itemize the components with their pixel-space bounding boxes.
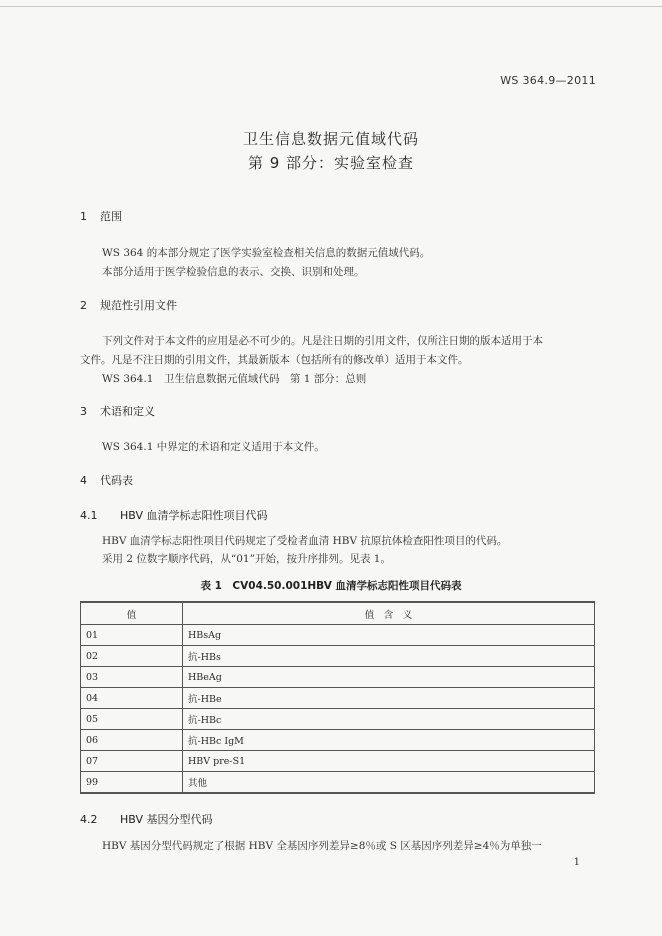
section-title: 规范性引用文件 bbox=[100, 299, 177, 312]
table-row bbox=[81, 625, 595, 646]
table-row bbox=[81, 730, 595, 751]
code-cell: 04 bbox=[81, 688, 183, 709]
paragraph: WS 364.1 中界定的术语和定义适用于本文件。 bbox=[102, 441, 325, 453]
paragraph: HBV 基因分型代码规定了根据 HBV 全基因序列差异≥8％或 S 区基因序列差异≥4％为单独一 bbox=[102, 840, 542, 852]
meaning-cell: 抗-HBe bbox=[183, 688, 595, 709]
section-4-1-heading bbox=[80, 507, 268, 523]
section-2-heading bbox=[80, 297, 177, 313]
section-number: 1 bbox=[80, 210, 87, 223]
table-row bbox=[81, 709, 595, 730]
meaning-cell: 抗-HBc IgM bbox=[183, 730, 595, 751]
section-number: 2 bbox=[80, 299, 87, 312]
page-number: 1 bbox=[573, 857, 580, 868]
column-header-value: 值 bbox=[81, 602, 183, 625]
section-title: 范围 bbox=[100, 210, 122, 223]
table-row bbox=[81, 667, 595, 688]
paragraph: HBV 血清学标志阳性项目代码规定了受检者血清 HBV 抗原抗体检查阳性项目的代码。 bbox=[102, 535, 508, 547]
meaning-cell: 其他 bbox=[183, 772, 595, 794]
section-title: HBV 基因分型代码 bbox=[120, 813, 213, 826]
meaning-cell: HBV pre-S1 bbox=[183, 751, 595, 772]
document-title: 卫生信息数据元值域代码 bbox=[242, 130, 419, 148]
paragraph: 文件。凡是不注日期的引用文件，其最新版本（包括所有的修改单）适用于本文件。 bbox=[80, 354, 469, 366]
table-header-row bbox=[81, 602, 595, 625]
section-4-heading bbox=[80, 472, 133, 488]
code-cell: 07 bbox=[81, 751, 183, 772]
section-3-heading bbox=[80, 403, 155, 419]
section-1-heading bbox=[80, 208, 122, 224]
paragraph: 本部分适用于医学检验信息的表示、交换、识别和处理。 bbox=[102, 266, 365, 278]
section-4-2-heading bbox=[80, 811, 213, 827]
code-cell: 02 bbox=[81, 646, 183, 667]
table-row bbox=[81, 772, 595, 794]
paragraph: 下列文件对于本文件的应用是必不可少的。凡是注日期的引用文件，仅所注日期的版本适用于本 bbox=[102, 335, 543, 347]
top-rule bbox=[0, 6, 662, 7]
code-cell: 99 bbox=[81, 772, 183, 794]
paragraph: WS 364.1 卫生信息数据元值域代码 第 1 部分：总则 bbox=[102, 373, 367, 385]
section-title: 术语和定义 bbox=[100, 405, 155, 418]
meaning-cell: 抗-HBs bbox=[183, 646, 595, 667]
meaning-cell: HBsAg bbox=[183, 625, 595, 646]
code-cell: 01 bbox=[81, 625, 183, 646]
code-cell: 03 bbox=[81, 667, 183, 688]
table-caption: 表 1 CV04.50.001HBV 血清学标志阳性项目代码表 bbox=[200, 580, 462, 592]
section-number: 4 bbox=[80, 474, 87, 487]
meaning-cell: HBeAg bbox=[183, 667, 595, 688]
section-title: HBV 血清学标志阳性项目代码 bbox=[120, 509, 268, 522]
table-row bbox=[81, 751, 595, 772]
section-number: 4.2 bbox=[80, 813, 98, 826]
section-title: 代码表 bbox=[100, 474, 133, 487]
paragraph: WS 364 的本部分规定了医学实验室检查相关信息的数据元值域代码。 bbox=[102, 247, 431, 259]
code-table bbox=[80, 601, 595, 794]
column-header-meaning: 值 含 义 bbox=[183, 602, 595, 625]
meaning-cell: 抗-HBc bbox=[183, 709, 595, 730]
section-number: 4.1 bbox=[80, 509, 98, 522]
section-number: 3 bbox=[80, 405, 87, 418]
paragraph: 采用 2 位数字顺序代码，从“01”开始，按升序排列。见表 1。 bbox=[102, 553, 391, 565]
table-row bbox=[81, 646, 595, 667]
standard-code: WS 364.9—2011 bbox=[500, 74, 596, 87]
code-cell: 06 bbox=[81, 730, 183, 751]
table-row bbox=[81, 688, 595, 709]
document-subtitle: 第 9 部分：实验室检查 bbox=[247, 154, 415, 172]
code-cell: 05 bbox=[81, 709, 183, 730]
